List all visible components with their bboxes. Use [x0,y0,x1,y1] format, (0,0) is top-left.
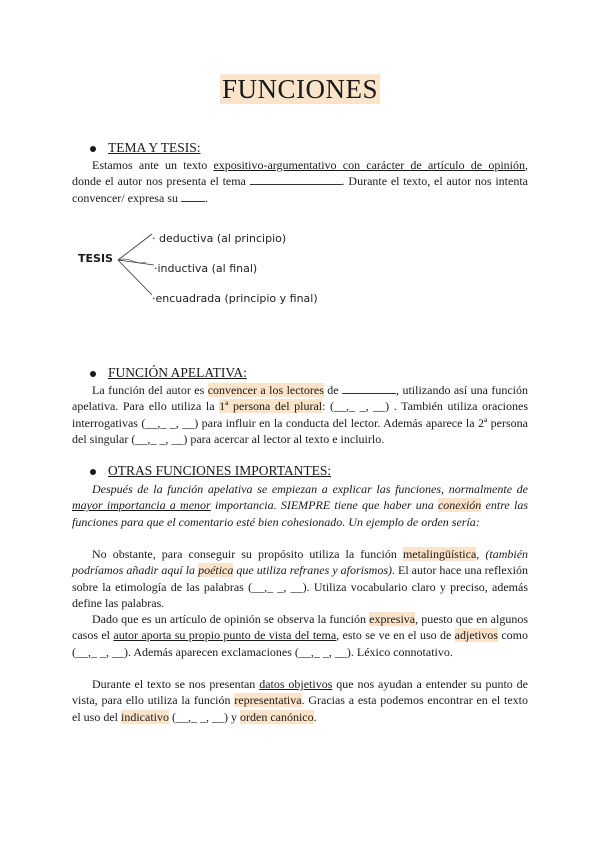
blank-line [181,191,205,202]
paragraph-tema: Estamos ante un texto expositivo-argumentativo con carácter de artículo de opinión, donde el autor nos presenta el tema . Durante el texto, el autor nos intenta convencer/ expresa su . [72,158,528,205]
document-title [0,74,600,105]
blank-line [342,383,396,394]
bullet-icon [90,371,96,377]
section-heading-tema: TEMA Y TESIS: [90,140,201,156]
section-heading-apelativa: FUNCIÓN APELATIVA: [90,365,247,381]
diagram-option-inductiva: ·inductiva (al final) [154,262,258,275]
diagram-option-deductiva: · deductiva (al principio) [152,232,287,245]
diagram-option-encuadrada: ·encuadrada (principio y final) [152,292,318,305]
paragraph-representativa: Durante el texto se nos presentan datos objetivos que nos ayudan a entender su punto de vista, para ello utiliza la función representativa. Gracias a esta podemos encontrar en el texto el uso del indicativo (__,_ _, __) y orden canónico. [72,677,528,724]
diagram-root: TESIS [78,252,113,265]
tesis-diagram [72,222,372,317]
bullet-icon [90,469,96,475]
paragraph-expresiva: Dado que es un artículo de opinión se observa la función expresiva, puesto que en algunos casos el autor aporta su propio punto de vista del tema, esto se ve en el uso de adjetivos como (__,_ _, __). Además aparecen exclamaciones (__,_ _, __). Léxico connotativo. [72,612,528,659]
section-heading-otras: OTRAS FUNCIONES IMPORTANTES: [90,463,331,479]
blank-line [250,174,342,185]
paragraph-otras: Después de la función apelativa se empiezan a explicar las funciones, normalmente de mayor importancia a menor importancia. SIEMPRE tiene que haber una conexión entre las funciones para que el comentario esté bien cohesionado. Un ejemplo de orden sería: [72,482,528,529]
bullet-icon [90,146,96,152]
paragraph-apelativa: La función del autor es convencer a los lectores de , utilizando así una función apelativa. Para ello utiliza la 1ª persona del plural: (__,_ _, __) . También utiliza oraciones interrogativas (__,_ _, __) para influir en la conducta del lector. Además aparece la 2ª persona del singular (__,_ _, __) para acercar al lector al texto e incluirlo. [72,383,529,446]
paragraph-metalinguistica: No obstante, para conseguir su propósito utiliza la función metalingüística, (también podríamos añadir aquí la poética que utiliza refranes y aforismos). El autor hace una reflexión sobre la etimología de las palabras (__,_ _, __). Utiliza vocabulario claro y preciso, además define las palabras. [72,547,529,610]
title-text: FUNCIONES [221,74,379,104]
